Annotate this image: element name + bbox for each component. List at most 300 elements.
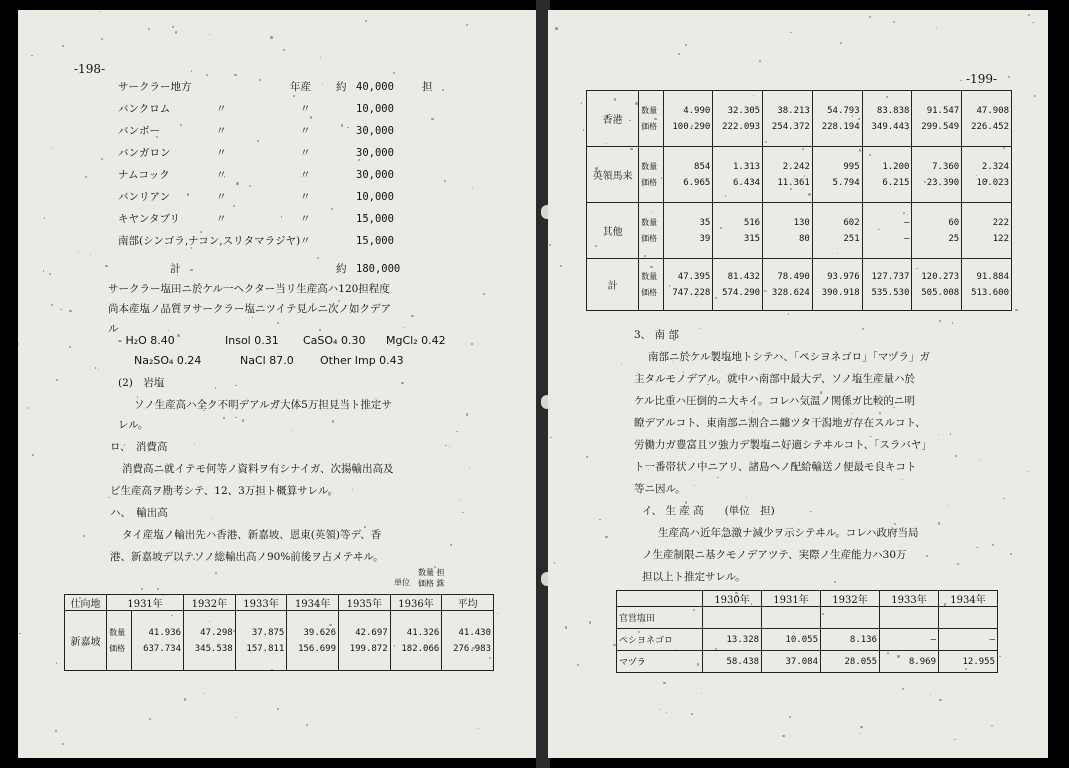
scan-speck [62,45,64,47]
qty-value: 47.908 [976,105,1009,116]
chem-insol: Insol 0.31 [225,334,279,347]
scan-speck [926,555,928,557]
scan-speck [834,581,836,583]
scan-speck [291,430,293,432]
scan-speck [331,208,333,210]
table-cell [132,611,184,671]
scan-speck [148,28,150,30]
scan-speck [215,387,216,388]
qty-value: 130 [793,217,810,228]
table-cell [763,91,813,147]
scan-speck [554,562,555,563]
scan-speck [310,116,313,119]
table-row [617,607,998,629]
scan-speck [707,384,708,385]
scan-speck [469,468,470,469]
paragraph-line: サークラー塩田ニ於ケル一ヘクター当リ生産高ハ120担程度 [108,283,390,295]
table-row [587,147,1012,203]
qty-value: 47.298 [200,627,233,638]
scan-speck [701,693,702,694]
region-name: バンリアン [118,191,171,203]
region-ditto: 〃 [216,169,227,181]
qty-value: 35 [699,217,711,228]
unit-line: 価格 銖 [418,579,445,588]
total-approx: 約 [336,263,347,275]
table-cell [862,91,912,147]
val-value: — [904,233,910,244]
scan-speck [184,698,186,700]
scan-speck [565,626,567,628]
scan-speck [650,266,652,268]
qty-value: 1.313 [732,161,761,172]
table-cell [912,147,962,203]
val-value: 254.372 [771,121,810,132]
scan-speck [200,231,202,233]
val-label: 価格 [641,287,658,297]
scan-speck [955,455,957,457]
qty-value: 7.360 [932,161,960,172]
qty-label: 数量 [641,271,658,281]
table-row [587,203,1012,259]
scan-speck [281,216,282,217]
region-value: 30,000 [356,125,394,137]
scan-speck [893,21,895,23]
chem-na2so4: Na₂SO₄ 0.24 [134,354,202,367]
scan-speck [808,193,810,195]
paragraph-line: タイ産塩ノ輸出先ハ香港、新嘉坡、恩東(英領)等デ、香 [122,529,382,541]
scan-speck [389,344,390,345]
scan-speck [99,11,100,12]
qty-value: 78.490 [777,271,810,282]
paragraph-line: 消費高ニ就イテモ何等ノ資料ヲ有シナイガ、次揚輸出高及 [122,463,394,475]
table-header [617,591,703,607]
table-cell [713,259,763,311]
scan-speck [659,709,660,710]
scan-speck [156,136,158,138]
table-row [617,651,998,673]
scan-speck [957,563,959,565]
scan-speck [589,621,592,624]
scan-speck [782,735,785,738]
val-value: 23.390 [926,177,960,188]
scan-speck [599,519,601,521]
table-row [587,91,1012,147]
table-cell [862,203,912,259]
region-value: 10,000 [356,103,394,115]
scan-speck [752,411,753,412]
qty-value: 516 [743,217,761,228]
paragraph-line: 尚本産塩ノ品質ヲサークラー塩ニツイテ見ルニ次ノ如クデア [108,303,391,315]
qty-value: 93.976 [827,271,860,282]
table-cell: 58.438 [703,651,762,673]
scan-speck [79,597,81,599]
qty-value: 91.547 [926,105,960,116]
paragraph-line: ケル比重ハ圧倒的ニ大キイ。コレハ気温ノ関係ガ比較的ニ明 [634,395,915,407]
scan-speck [759,60,761,62]
table-cell [663,147,713,203]
table-cell [663,259,713,311]
subsection-heading: イ、 生 産 高 (単位 担) [642,505,775,517]
scan-speck [1010,553,1012,555]
qty-value: 32.305 [727,105,761,116]
scan-speck [954,739,956,741]
qty-value: 41.936 [148,627,182,638]
paragraph-line: 担以上ト推定サレル。 [642,571,746,583]
scan-speck [317,257,320,260]
scan-speck [358,159,360,161]
scan-speck [938,434,939,435]
scan-speck [18,343,19,344]
row-name: マヅラ [617,651,703,673]
scan-speck [549,244,552,247]
val-label: 価格 [109,643,126,653]
val-value: 182.066 [401,643,440,654]
val-value: 100.290 [672,121,711,132]
scan-speck [497,613,499,615]
table-header: 1931年 [107,595,184,611]
scan-speck [1003,498,1005,500]
table-cell [663,203,713,259]
total-value: 180,000 [356,263,401,275]
val-value: 122 [992,233,1009,244]
production-table [616,590,998,673]
region-name: 南部(シンゴラ,ナコン,スリタマラジヤ) [118,235,301,247]
table-cell [862,259,912,311]
scan-speck [105,265,107,267]
scan-speck [306,724,308,726]
scan-speck [52,148,53,149]
val-value: 276.983 [453,643,491,654]
scan-speck [577,664,579,666]
scan-speck [55,730,57,732]
scan-speck [235,417,237,419]
val-label: 価格 [641,233,658,243]
table-cell [812,203,862,259]
val-value: 349.443 [871,121,910,132]
table-cell [763,203,813,259]
scan-speck [678,53,681,56]
scan-speck [98,369,99,370]
row-name: ペシヨネゴロ [617,629,703,651]
scan-speck [886,96,887,97]
scan-speck [916,268,917,269]
table-cell [812,147,862,203]
section-heading: 3、 南 部 [634,329,679,341]
section-heading: ハ、 輸出高 [110,507,168,519]
val-value: 25 [948,233,960,244]
table-cell [713,203,763,259]
val-value: 157.811 [246,643,285,654]
scan-speck [869,16,871,18]
scan-speck [338,300,340,302]
scan-speck [466,24,468,26]
scan-speck [1028,14,1030,16]
scan-speck [171,615,173,617]
scan-speck [393,72,395,74]
scan-speck [319,329,320,330]
table-cell [812,91,862,147]
chem-h2o: - H₂O 8.40 [118,334,175,347]
table-cell [713,147,763,203]
table-header: 平均 [442,595,494,611]
qty-value: 38.213 [777,105,810,116]
destination-cell: 英領馬来 [587,147,639,203]
table-cell [339,611,391,671]
region-approx: 約 [336,81,347,93]
scan-speck [700,328,701,329]
scan-speck [431,118,433,120]
paragraph-line: ル [108,323,119,335]
scan-speck [235,385,236,386]
table-cell [912,91,962,147]
right-page [548,10,1048,758]
scan-speck [1027,471,1028,472]
qty-value: 602 [843,217,860,228]
qty-value: 91.884 [976,271,1009,282]
qty-value: — [904,217,910,228]
scan-speck [663,682,666,685]
qty-value: 2.242 [782,161,810,172]
paragraph-line: 南部ニ於ケル製塩地トシテハ、「ペシヨネゴロ」「マヅラ」ガ [648,351,931,363]
scan-speck [648,469,649,470]
scan-speck [236,182,239,185]
scan-speck [960,80,962,82]
scan-speck [69,346,71,348]
scan-speck [283,49,285,51]
table-row [617,629,998,651]
table-cell [812,259,862,311]
scan-speck [209,34,210,35]
val-label: 価格 [641,121,658,131]
qty-label: 数量 [641,105,658,115]
scan-speck [445,445,447,447]
scan-speck [939,699,942,702]
scan-speck [790,32,791,33]
scan-speck [976,547,978,549]
scan-speck [172,26,174,28]
scan-speck [837,253,838,254]
table-cell [962,147,1012,203]
qty-value: 854 [694,161,711,172]
region-value: 15,000 [356,235,394,247]
scan-speck [60,309,62,311]
region-name: キヤンタブリ [118,213,181,225]
region-ditto: 〃 [216,125,227,137]
scan-speck [852,115,853,116]
scan-speck [879,412,881,414]
table-header: 1935年 [339,595,391,611]
scan-speck [858,118,860,120]
scan-speck [277,322,279,324]
table-cell [938,607,997,629]
scan-speck [897,655,899,657]
scan-speck [878,229,879,230]
scan-speck [462,512,464,514]
table-header: 1933年 [235,595,287,611]
scan-speck [276,400,278,402]
chem-nacl: NaCl 87.0 [240,354,294,367]
table-cell [442,611,494,671]
scan-speck [635,102,638,105]
page-number: -198- [74,62,106,76]
scan-speck [860,733,861,734]
table-cell: 8.969 [880,651,939,673]
unit-line: 数量 担 [418,568,445,577]
scan-speck [277,708,279,710]
scan-speck [715,648,717,650]
scan-speck [32,454,33,455]
scan-speck [472,647,475,650]
scan-speck [257,140,259,142]
paragraph-line: レル。 [118,419,149,431]
scan-speck [810,511,812,513]
scan-speck [49,273,51,275]
region-ditto2: 〃 [300,169,311,181]
scan-speck [902,688,904,690]
val-value: 390.918 [821,287,860,298]
table-cell: 12.955 [938,651,997,673]
qty-label: 数量 [641,161,658,171]
val-label: 価格 [641,177,658,187]
row-label-cell [107,611,132,671]
region-ditto2: 〃 [300,147,311,159]
scan-speck [472,187,473,188]
val-value: 345.538 [194,643,233,654]
scan-speck [694,485,695,486]
scan-speck [69,310,71,312]
export-table-singapore [64,594,494,671]
destination-cell: 香港 [587,91,639,147]
scan-speck [191,70,192,71]
scan-speck [411,315,414,318]
region-name: バンボー [118,125,160,137]
table-cell: 28.055 [821,651,880,673]
table-header: 仕向地 [65,595,107,611]
row-label-cell [639,147,663,203]
scan-speck [950,433,952,435]
scan-speck [312,303,314,305]
scan-speck [725,195,726,196]
paragraph-line: 主タルモノデアル。就中ハ南部中最大デ、ソノ塩生産量ハ於 [634,373,915,385]
scan-speck [992,544,994,546]
scan-speck [478,728,479,729]
scan-speck [613,644,615,646]
qty-value: 222 [992,217,1009,228]
scan-speck [669,285,670,286]
scan-speck [249,185,251,187]
table-cell [763,259,813,311]
table-cell [912,259,962,311]
val-value: 156.699 [298,643,336,654]
scan-speck [270,36,273,39]
scan-speck [394,645,395,646]
paragraph-line: 瞭デアルコト、東南部ニ割合ニ纏ツタ干潟地ガ存在スルコト、 [634,417,926,429]
scan-speck [735,592,737,594]
scan-speck [257,349,258,350]
scan-speck [322,84,323,85]
scan-speck [157,588,159,590]
table-cell [703,607,762,629]
scan-speck [804,175,806,177]
paragraph-line: ノ生産制限ニ基クモノデアツテ、実際ノ生産能力ハ30万 [642,549,907,561]
val-value: 39 [699,233,711,244]
qty-value: 2.324 [981,161,1009,172]
val-value: 6.215 [882,177,910,188]
scan-speck [90,254,91,255]
qty-value: 41.326 [406,627,440,638]
scan-speck [980,460,982,462]
table-cell [962,203,1012,259]
scan-speck [223,417,224,418]
scan-speck [939,320,941,322]
val-value: 747.228 [672,287,711,298]
scan-speck [999,656,1000,657]
scan-speck [28,407,29,408]
scan-speck [193,558,195,560]
scan-speck [199,356,200,357]
val-value: 251 [843,233,860,244]
paragraph-line: ソノ生産高ハ全ク不明デアルガ大体5万担見当ト推定サ [134,399,392,411]
scan-speck [595,167,597,169]
scan-speck [666,712,667,713]
val-value: 222.093 [722,121,761,132]
region-ditto2: 〃 [300,191,311,203]
scan-speck [862,328,864,330]
scan-speck [43,270,44,271]
scan-speck [902,479,903,480]
scan-speck [907,214,908,215]
region-value: 40,000 [356,81,394,93]
table-header: 1936年 [390,595,442,611]
scan-speck [19,633,20,634]
region-ditto2: 〃 [300,213,311,225]
scan-speck [259,79,261,81]
scan-speck [803,187,804,188]
scan-speck [177,334,180,337]
val-value: 228.194 [821,121,860,132]
qty-value: 83.838 [876,105,910,116]
scan-speck [893,407,894,408]
table-cell: 10.055 [762,629,821,651]
scan-speck [717,477,719,479]
scan-speck [471,343,473,345]
scan-speck [62,743,64,745]
val-value: 11.361 [777,177,810,188]
scan-speck [78,251,79,252]
table-cell [713,91,763,147]
scan-speck [583,129,584,130]
qty-value: 1.200 [882,161,910,172]
scan-speck [132,552,134,554]
qty-value: 60 [948,217,960,228]
val-value: 328.624 [771,287,810,298]
region-name: バンガロン [118,147,171,159]
scan-speck [271,669,273,671]
scan-speck [95,367,97,369]
val-value: 513.600 [971,287,1009,298]
qty-value: 4.990 [683,105,711,116]
scan-speck [365,20,367,22]
scan-speck [44,217,46,219]
table-header: 1930年 [703,591,762,607]
scan-speck [403,327,404,328]
scan-speck [449,446,450,447]
region-name: バンクロム [118,103,171,115]
table-cell [962,259,1012,311]
table-cell [287,611,339,671]
scan-speck [450,544,452,546]
table-header: 1933年 [880,591,939,607]
